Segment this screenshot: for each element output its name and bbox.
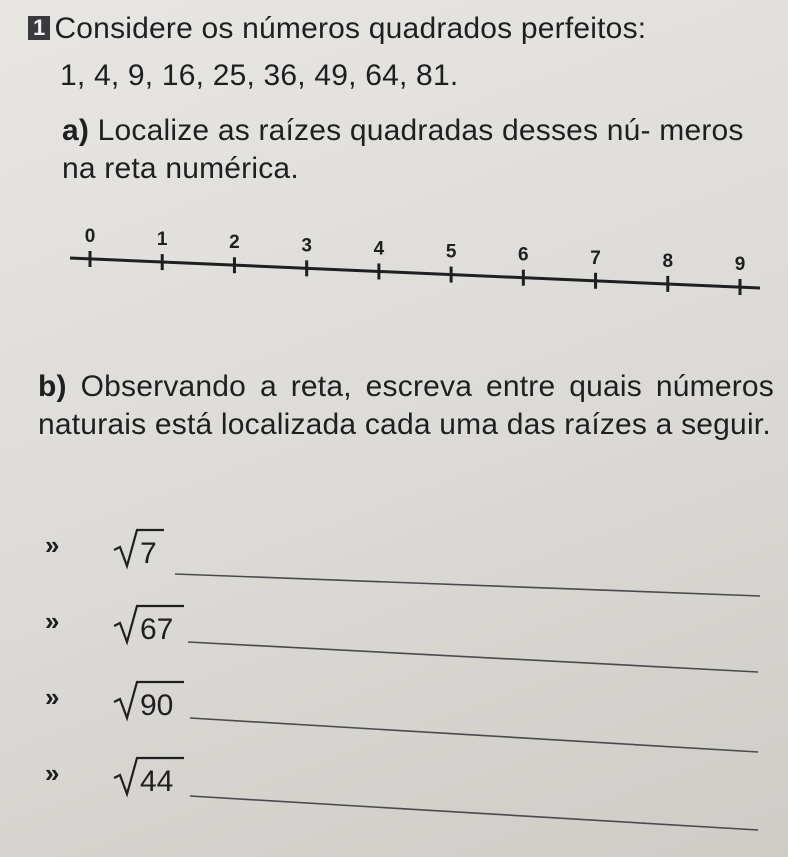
perfect-squares-list: 1, 4, 9, 16, 25, 36, 49, 64, 81. bbox=[60, 59, 459, 92]
number-line-tick-label: 3 bbox=[301, 235, 312, 257]
question-header bbox=[28, 10, 778, 48]
question-header-text: Considere os números quadrados perfeitos: bbox=[54, 12, 647, 45]
square-root-expression bbox=[112, 748, 188, 804]
number-line-tick-label: 6 bbox=[518, 244, 529, 266]
radicand: 67 bbox=[140, 613, 174, 646]
part-b-prompt bbox=[38, 368, 774, 444]
number-line-tick-label: 1 bbox=[156, 229, 168, 251]
radicand: 90 bbox=[140, 689, 174, 722]
root-item bbox=[0, 600, 788, 670]
number-line-tick-label: 7 bbox=[590, 247, 601, 269]
square-root-expression bbox=[112, 596, 188, 652]
part-b-label: b) bbox=[38, 370, 67, 403]
root-item bbox=[0, 676, 788, 746]
number-line-tick-label: 0 bbox=[84, 226, 96, 247]
number-line-tick-label: 5 bbox=[445, 241, 457, 263]
part-a-text: Localize as raízes quadradas desses nú- meros na reta numérica. bbox=[62, 114, 744, 185]
bullet-chevron-icon: » bbox=[45, 606, 60, 636]
radicand: 7 bbox=[140, 537, 157, 570]
number-line-tick-label: 9 bbox=[734, 254, 746, 275]
bullet-chevron-icon: » bbox=[45, 758, 60, 788]
radicand: 44 bbox=[140, 765, 174, 798]
number-line-tick-label: 2 bbox=[229, 232, 240, 254]
part-a-prompt bbox=[62, 112, 772, 188]
root-item bbox=[0, 752, 788, 822]
square-root-expression bbox=[112, 672, 188, 728]
number-line-tick-label: 4 bbox=[373, 238, 385, 260]
number-line-axis bbox=[70, 258, 760, 288]
number-line-tick-label: 8 bbox=[662, 250, 674, 272]
bullet-chevron-icon: » bbox=[45, 682, 60, 712]
question-number-badge: 1 bbox=[28, 16, 50, 40]
root-item bbox=[0, 524, 788, 594]
square-root-expression bbox=[112, 520, 168, 576]
bullet-chevron-icon: » bbox=[45, 530, 60, 560]
number-line bbox=[60, 222, 770, 302]
part-b-text: Observando a reta, escreva entre quais números naturais está localizada cada uma das raízes a seguir. bbox=[38, 370, 774, 441]
part-a-label: a) bbox=[62, 114, 90, 147]
